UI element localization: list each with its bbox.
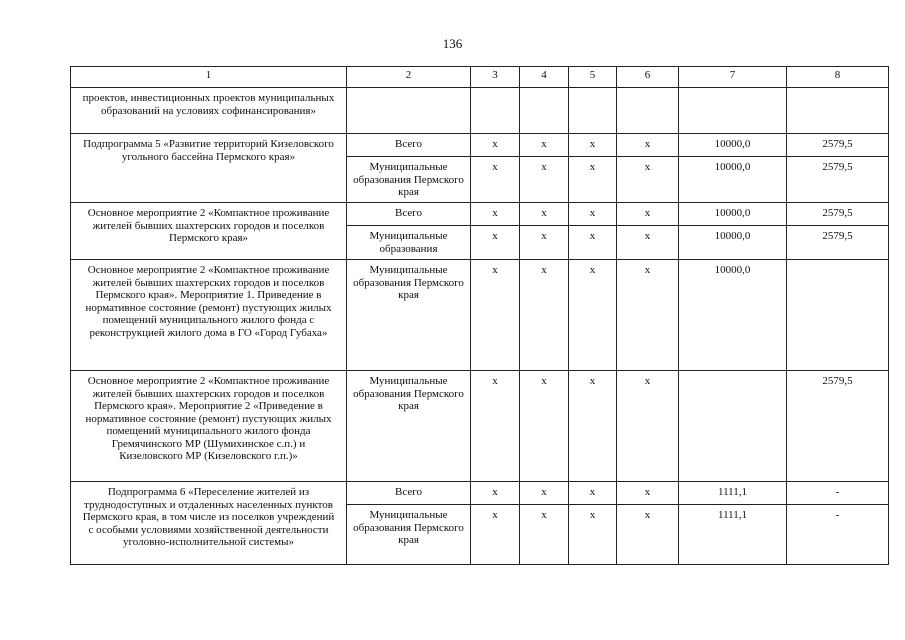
value-cell: х — [569, 157, 617, 203]
value-cell: 10000,0 — [679, 157, 787, 203]
value-cell — [679, 88, 787, 134]
value-cell: х — [569, 371, 617, 482]
value-cell: 2579,5 — [787, 371, 889, 482]
value-cell — [787, 260, 889, 371]
value-cell: х — [520, 226, 569, 260]
column-header: 2 — [347, 67, 471, 88]
value-cell: х — [569, 482, 617, 505]
source-cell: Муниципальные образования Пермского края — [347, 371, 471, 482]
column-header: 7 — [679, 67, 787, 88]
value-cell: х — [471, 134, 520, 157]
value-cell: х — [471, 260, 520, 371]
table-header-row — [71, 67, 889, 88]
program-name-cell: Основное мероприятие 2 «Компактное проживание жителей бывших шахтерских городов и поселков Пермского края». Мероприятие 1. Приведение в нормативное состояние (ремонт) пустующих жилых помещений муниципального жилого фонда с реконструкцией жилого дома в ГО «Город Губаха» — [71, 260, 347, 371]
value-cell: х — [520, 505, 569, 565]
budget-table — [70, 66, 889, 565]
value-cell — [787, 88, 889, 134]
value-cell: 10000,0 — [679, 260, 787, 371]
source-cell: Муниципальные образования — [347, 226, 471, 260]
value-cell: х — [520, 203, 569, 226]
value-cell: х — [471, 505, 520, 565]
value-cell — [471, 88, 520, 134]
value-cell: 2579,5 — [787, 203, 889, 226]
value-cell — [679, 371, 787, 482]
source-cell: Муниципальные образования Пермского края — [347, 260, 471, 371]
value-cell: х — [520, 157, 569, 203]
value-cell: х — [617, 134, 679, 157]
column-header: 6 — [617, 67, 679, 88]
value-cell: х — [520, 482, 569, 505]
column-header: 3 — [471, 67, 520, 88]
value-cell: х — [617, 260, 679, 371]
value-cell: х — [617, 203, 679, 226]
value-cell: х — [617, 226, 679, 260]
value-cell: х — [617, 505, 679, 565]
table-row — [71, 482, 889, 505]
column-header: 4 — [520, 67, 569, 88]
column-header: 5 — [569, 67, 617, 88]
source-cell: Муниципальные образования Пермского края — [347, 157, 471, 203]
value-cell: 2579,5 — [787, 134, 889, 157]
table-row — [71, 371, 889, 482]
value-cell: - — [787, 505, 889, 565]
program-name-cell: Основное мероприятие 2 «Компактное проживание жителей бывших шахтерских городов и поселков Пермского края» — [71, 203, 347, 260]
value-cell: х — [569, 134, 617, 157]
value-cell: х — [471, 226, 520, 260]
program-name-cell: Основное мероприятие 2 «Компактное проживание жителей бывших шахтерских городов и поселков Пермского края». Мероприятие 2 «Приведение в нормативное состояние (ремонт) пустующих жилых помещений муниципального жилого фонда Гремячинского МР (Шумихинское с.п.) и Кизеловского МР (Кизеловского г.п.)» — [71, 371, 347, 482]
column-header: 1 — [71, 67, 347, 88]
value-cell: 2579,5 — [787, 157, 889, 203]
table-row — [71, 88, 889, 134]
value-cell: х — [617, 371, 679, 482]
value-cell: 2579,5 — [787, 226, 889, 260]
value-cell: х — [617, 482, 679, 505]
value-cell: х — [520, 260, 569, 371]
program-name-cell: Подпрограмма 6 «Переселение жителей из труднодоступных и отдаленных населенных пунктов Пермского края, в том числе из поселков учреждений с особыми условиями хозяйственной деятельности уголовно-исполнительной системы» — [71, 482, 347, 565]
value-cell: х — [471, 203, 520, 226]
program-name-cell: Подпрограмма 5 «Развитие территорий Кизеловского угольного бассейна Пермского края» — [71, 134, 347, 203]
value-cell: 10000,0 — [679, 134, 787, 157]
value-cell: х — [617, 157, 679, 203]
value-cell — [520, 88, 569, 134]
page-number: 136 — [442, 36, 463, 51]
value-cell: 10000,0 — [679, 203, 787, 226]
value-cell: х — [471, 482, 520, 505]
value-cell: х — [569, 260, 617, 371]
value-cell: х — [520, 371, 569, 482]
value-cell: - — [787, 482, 889, 505]
source-cell: Всего — [347, 134, 471, 157]
source-cell: Муниципальные образования Пермского края — [347, 505, 471, 565]
value-cell: х — [569, 226, 617, 260]
value-cell: 1111,1 — [679, 482, 787, 505]
value-cell: х — [471, 157, 520, 203]
value-cell: х — [569, 505, 617, 565]
source-cell — [347, 88, 471, 134]
table-row — [71, 203, 889, 226]
table-row — [71, 134, 889, 157]
value-cell — [617, 88, 679, 134]
value-cell: х — [471, 371, 520, 482]
value-cell: х — [569, 203, 617, 226]
column-header: 8 — [787, 67, 889, 88]
value-cell: 1111,1 — [679, 505, 787, 565]
value-cell — [569, 88, 617, 134]
source-cell: Всего — [347, 482, 471, 505]
table-row — [71, 260, 889, 371]
value-cell: х — [520, 134, 569, 157]
value-cell: 10000,0 — [679, 226, 787, 260]
source-cell: Всего — [347, 203, 471, 226]
program-name-cell: проектов, инвестиционных проектов муниципальных образований на условиях софинансирования» — [71, 88, 347, 134]
